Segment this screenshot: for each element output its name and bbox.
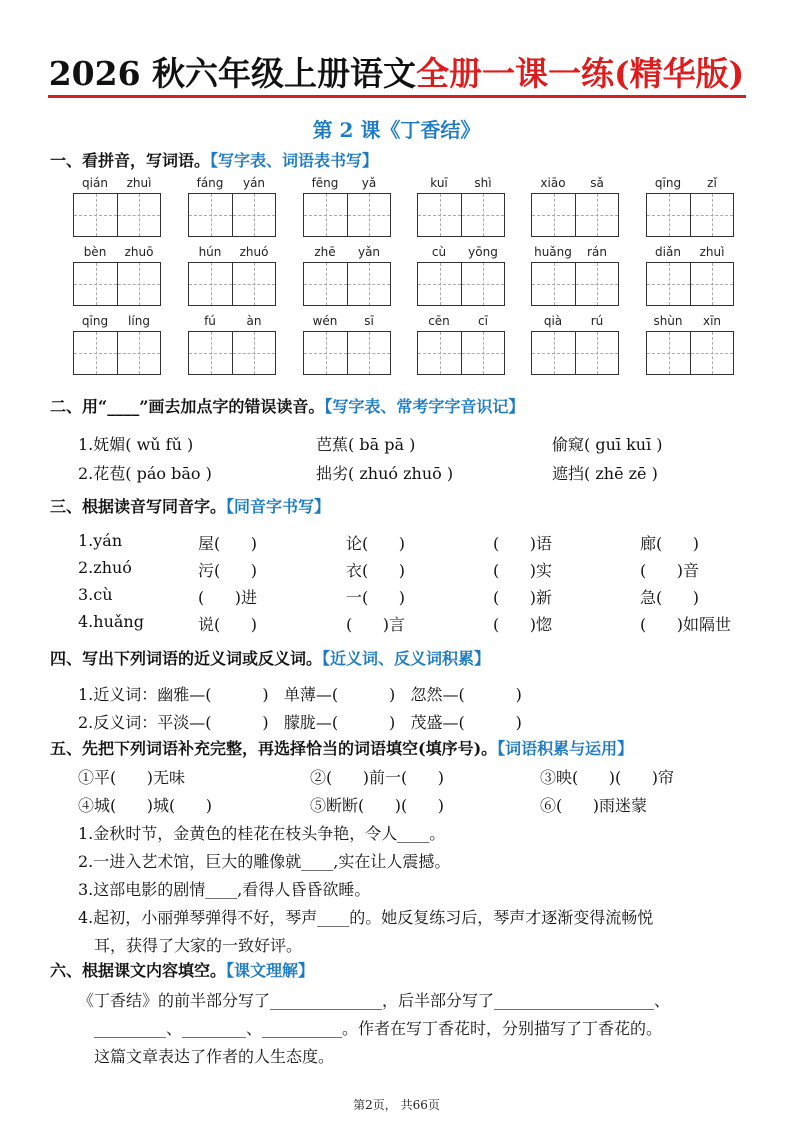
s5-option: ①平( )无味 xyxy=(78,768,186,787)
section-2-heading: 二、用“____”画去加点字的错误读音。【写字表、常考字字音识记】 xyxy=(50,397,525,416)
character-cell[interactable] xyxy=(418,194,461,236)
homophone-blank: 衣( ) xyxy=(346,561,406,580)
pinyin-syllable: diǎn xyxy=(655,245,681,259)
pinyin-label xyxy=(303,176,391,190)
homophone-blank: 一( ) xyxy=(346,588,406,607)
character-cell[interactable] xyxy=(575,194,618,236)
s5-sentence: 2.一进入艺术馆，巨大的雕像就____,实在让人震撼。 xyxy=(78,852,451,871)
pinyin-syllable: shì xyxy=(474,176,492,190)
pinyin-label xyxy=(188,176,276,190)
s2-item: 遮挡( zhē zē ) xyxy=(552,464,658,483)
character-cell[interactable] xyxy=(690,332,733,374)
pinyin-syllable: qīng xyxy=(81,314,109,328)
tianzi-writing-box[interactable] xyxy=(188,331,276,375)
pinyin-syllable: yōng xyxy=(468,245,498,259)
s5-option: ⑥( )雨迷蒙 xyxy=(540,796,648,815)
character-cell[interactable] xyxy=(117,332,160,374)
character-cell[interactable] xyxy=(232,332,275,374)
s5-option: ⑤断断( )( ) xyxy=(310,796,445,815)
character-cell[interactable] xyxy=(347,263,390,305)
character-cell[interactable] xyxy=(189,332,232,374)
tianzi-writing-box[interactable] xyxy=(531,262,619,306)
character-cell[interactable] xyxy=(690,194,733,236)
tianzi-writing-box[interactable] xyxy=(188,262,276,306)
homophone-blank: ( )惚 xyxy=(493,615,553,634)
homophone-blank: ( )音 xyxy=(640,561,700,580)
s2-item: 拙劣( zhuó zhuō ) xyxy=(316,464,454,483)
homophone-blank: ( )新 xyxy=(493,588,553,607)
section-1-heading: 一、看拼音，写词语。【写字表、词语表书写】 xyxy=(50,151,379,170)
pinyin-syllable: líng xyxy=(128,314,150,328)
tianzi-writing-box[interactable] xyxy=(646,193,734,237)
homophone-blank: 急( ) xyxy=(640,588,700,607)
character-cell[interactable] xyxy=(347,194,390,236)
pinyin-label xyxy=(531,245,619,259)
character-cell[interactable] xyxy=(232,263,275,305)
pinyin-syllable: fēng xyxy=(311,176,339,190)
page-footer: 第2页， 共66页 xyxy=(353,1098,440,1112)
pinyin-syllable: yán xyxy=(242,176,266,190)
homophone-blank: ( )实 xyxy=(493,561,553,580)
pinyin-label xyxy=(73,176,161,190)
pinyin-syllable: kuī xyxy=(430,176,448,190)
character-cell[interactable] xyxy=(74,332,117,374)
tianzi-writing-box[interactable] xyxy=(303,331,391,375)
pinyin-syllable: wén xyxy=(312,314,338,328)
pinyin-syllable: àn xyxy=(246,314,262,328)
s2-item: 芭蕉( bā pā ) xyxy=(316,435,416,454)
pinyin-syllable: zǐ xyxy=(707,176,717,190)
character-cell[interactable] xyxy=(189,194,232,236)
section-4-heading: 四、写出下列词语的近义词或反义词。【近义词、反义词积累】 xyxy=(50,649,491,668)
s5-option: ③映( )( )帘 xyxy=(540,768,675,787)
pinyin-syllable: zhuó xyxy=(239,245,269,259)
tianzi-writing-box[interactable] xyxy=(303,262,391,306)
pinyin-label xyxy=(646,245,734,259)
character-cell[interactable] xyxy=(461,263,504,305)
pinyin-syllable: yǎ xyxy=(361,176,377,190)
pinyin-syllable: qīng xyxy=(654,176,682,190)
s5-sentence: 3.这部电影的剧情____,看得人昏昏欲睡。 xyxy=(78,880,371,899)
pinyin-label xyxy=(531,176,619,190)
tianzi-writing-box[interactable] xyxy=(73,193,161,237)
pinyin-syllable: xīn xyxy=(702,314,722,328)
pinyin-syllable: qián xyxy=(82,176,108,190)
pinyin-syllable: fú xyxy=(204,314,216,328)
homophone-pinyin: 2.zhuó xyxy=(78,558,132,577)
pinyin-label xyxy=(417,245,505,259)
section-3-heading: 三、根据读音写同音字。【同音字书写】 xyxy=(50,497,331,516)
tianzi-writing-box[interactable] xyxy=(303,193,391,237)
s2-item: 2.花苞( páo bāo ) xyxy=(78,464,212,483)
pinyin-label xyxy=(417,314,505,328)
homophone-blank: ( )语 xyxy=(493,534,553,553)
pinyin-syllable: cù xyxy=(431,245,447,259)
page-title: 2026 秋六年级上册语文全册一课一练(精华版) xyxy=(48,54,745,93)
pinyin-label xyxy=(188,314,276,328)
character-cell[interactable] xyxy=(117,263,160,305)
homophone-blank: 论( ) xyxy=(346,534,406,553)
character-cell[interactable] xyxy=(304,332,347,374)
pinyin-syllable: zhuō xyxy=(124,245,154,259)
character-cell[interactable] xyxy=(647,194,690,236)
tianzi-writing-box[interactable] xyxy=(646,331,734,375)
s5-option: ④城( )城( ) xyxy=(78,796,213,815)
tianzi-writing-box[interactable] xyxy=(531,193,619,237)
pinyin-syllable: zhē xyxy=(314,245,336,259)
character-cell[interactable] xyxy=(461,332,504,374)
s5-sentence: 1.金秋时节，金黄色的桂花在枝头争艳，令人____。 xyxy=(78,824,446,843)
tianzi-writing-box[interactable] xyxy=(188,193,276,237)
pinyin-label xyxy=(303,245,391,259)
pinyin-syllable: qià xyxy=(543,314,563,328)
character-cell[interactable] xyxy=(347,332,390,374)
pinyin-syllable: yǎn xyxy=(357,245,381,259)
pinyin-label xyxy=(646,176,734,190)
character-cell[interactable] xyxy=(532,194,575,236)
pinyin-syllable: fáng xyxy=(196,176,224,190)
pinyin-syllable: cī xyxy=(478,314,488,328)
homophone-blank: 说( ) xyxy=(198,615,258,634)
character-cell[interactable] xyxy=(647,263,690,305)
pinyin-syllable: shùn xyxy=(653,314,683,328)
pinyin-label xyxy=(188,245,276,259)
homophone-blank: ( )如隔世 xyxy=(640,615,732,634)
homophone-pinyin: 4.huǎng xyxy=(78,612,144,631)
character-cell[interactable] xyxy=(304,263,347,305)
character-cell[interactable] xyxy=(232,194,275,236)
pinyin-syllable: rán xyxy=(587,245,607,259)
s2-item: 偷窥( guī kuī ) xyxy=(552,435,663,454)
pinyin-label xyxy=(73,245,161,259)
character-cell[interactable] xyxy=(418,332,461,374)
character-cell[interactable] xyxy=(461,194,504,236)
character-cell[interactable] xyxy=(532,332,575,374)
tianzi-writing-box[interactable] xyxy=(417,331,505,375)
homophone-blank: ( )言 xyxy=(346,615,406,634)
title-divider xyxy=(48,95,746,98)
pinyin-syllable: hún xyxy=(198,245,222,259)
s5-option: ②( )前一( ) xyxy=(310,768,445,787)
pinyin-syllable: zhuì xyxy=(126,176,152,190)
pinyin-label xyxy=(646,314,734,328)
s5-sentence: 4.起初，小丽弹琴弹得不好，琴声____的。她反复练习后，琴声才逐渐变得流畅悦 xyxy=(78,908,654,927)
character-cell[interactable] xyxy=(74,194,117,236)
character-cell[interactable] xyxy=(532,263,575,305)
pinyin-label xyxy=(73,314,161,328)
s2-item: 1.妩媚( wǔ fǔ ) xyxy=(78,435,194,454)
homophone-blank: 屋( ) xyxy=(198,534,258,553)
character-cell[interactable] xyxy=(418,263,461,305)
pinyin-syllable: rú xyxy=(590,314,604,328)
section-6-heading: 六、根据课文内容填空。【课文理解】 xyxy=(50,961,315,980)
tianzi-writing-box[interactable] xyxy=(417,193,505,237)
character-cell[interactable] xyxy=(647,332,690,374)
homophone-blank: ( )进 xyxy=(198,588,258,607)
character-cell[interactable] xyxy=(117,194,160,236)
character-cell[interactable] xyxy=(189,263,232,305)
lesson-title: 第 2 课《丁香结》 xyxy=(312,118,481,142)
tianzi-writing-box[interactable] xyxy=(531,331,619,375)
tianzi-writing-box[interactable] xyxy=(73,262,161,306)
homophone-blank: 污( ) xyxy=(198,561,258,580)
tianzi-writing-box[interactable] xyxy=(73,331,161,375)
character-cell[interactable] xyxy=(690,263,733,305)
homophone-blank: 廊( ) xyxy=(640,534,700,553)
pinyin-syllable: sī xyxy=(364,314,374,328)
character-cell[interactable] xyxy=(74,263,117,305)
pinyin-syllable: cēn xyxy=(428,314,450,328)
section-5-heading: 五、先把下列词语补充完整，再选择恰当的词语填空(填序号)。【词语积累与运用】 xyxy=(50,739,634,758)
pinyin-syllable: sǎ xyxy=(590,176,604,190)
character-cell[interactable] xyxy=(575,263,618,305)
character-cell[interactable] xyxy=(304,194,347,236)
homophone-pinyin: 1.yán xyxy=(78,531,123,550)
pinyin-label xyxy=(417,176,505,190)
s6-line: 《丁香结》的前半部分写了______________，后半部分写了____________________、 xyxy=(78,991,671,1010)
s4-line: 1.近义词：幽雅—( ) 单薄—( ) 忽然—( ) xyxy=(78,685,522,704)
pinyin-label xyxy=(303,314,391,328)
homophone-pinyin: 3.cù xyxy=(78,585,113,604)
s6-line: 这篇文章表达了作者的人生态度。 xyxy=(94,1047,335,1066)
pinyin-syllable: xiāo xyxy=(540,176,566,190)
tianzi-writing-box[interactable] xyxy=(417,262,505,306)
pinyin-label xyxy=(531,314,619,328)
pinyin-syllable: zhuì xyxy=(699,245,725,259)
s4-line: 2.反义词：平淡—( ) 朦胧—( ) 茂盛—( ) xyxy=(78,713,522,732)
tianzi-writing-box[interactable] xyxy=(646,262,734,306)
pinyin-syllable: huǎng xyxy=(534,245,572,259)
s6-line: _________、________、__________。作者在写丁香花时，分别描写了丁香花的。 xyxy=(94,1019,663,1038)
character-cell[interactable] xyxy=(575,332,618,374)
s5-sentence: 耳，获得了大家的一致好评。 xyxy=(94,936,303,955)
pinyin-syllable: bèn xyxy=(83,245,107,259)
